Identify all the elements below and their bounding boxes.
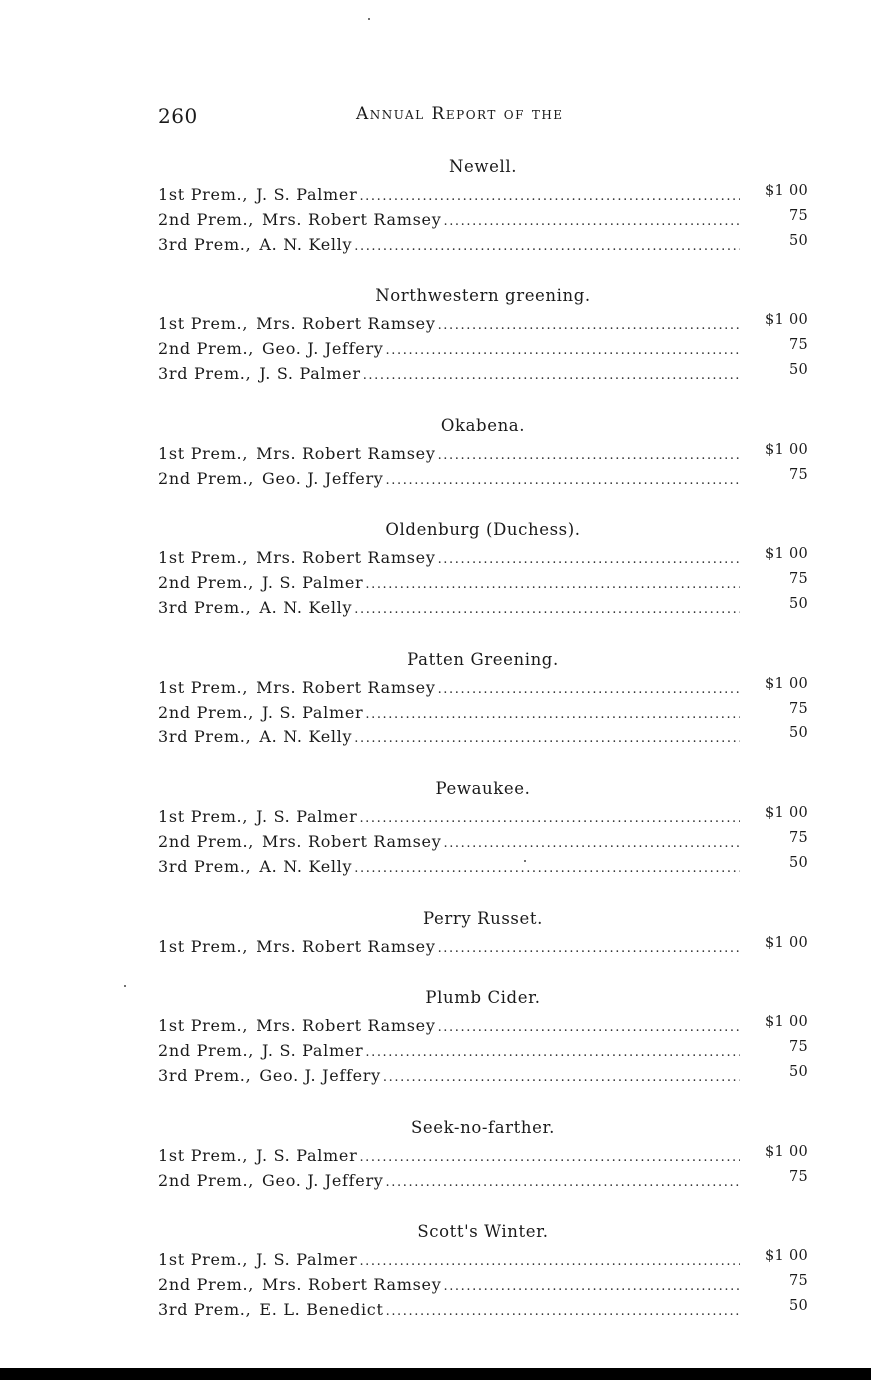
premium-rank: 1st Prem., xyxy=(158,1250,249,1270)
premium-rank: 2nd Prem., xyxy=(158,1275,255,1295)
premium-amount: 75 xyxy=(788,207,808,224)
winner-name: A. N. Kelly xyxy=(259,856,353,876)
premium-amount: 75 xyxy=(788,1039,808,1056)
dot-leader xyxy=(365,1041,740,1066)
variety-title: Plumb Cider. xyxy=(425,988,541,1008)
variety-section xyxy=(158,777,808,879)
variety-title: Perry Russet. xyxy=(423,908,543,928)
winner-name: J. S. Palmer xyxy=(256,1145,358,1165)
dot-leader xyxy=(354,598,740,623)
premium-rank: 2nd Prem., xyxy=(158,1041,255,1061)
winner-name: J. S. Palmer xyxy=(256,1250,358,1270)
premium-entry xyxy=(158,233,808,258)
premium-amount: 75 xyxy=(788,337,808,354)
premium-entry xyxy=(158,1039,808,1064)
premium-entry xyxy=(158,830,808,855)
premium-entry xyxy=(158,546,808,571)
premium-entry xyxy=(158,596,808,621)
premium-rank: 2nd Prem., xyxy=(158,1170,255,1190)
premium-rank: 2nd Prem., xyxy=(158,339,255,359)
variety-section xyxy=(158,907,808,960)
premium-entry xyxy=(158,1169,808,1194)
dot-leader xyxy=(359,1250,740,1275)
winner-name: Mrs. Robert Ramsey xyxy=(262,831,442,851)
running-head: Annual Report of the xyxy=(356,104,564,124)
premium-amount: 50 xyxy=(788,725,808,742)
premium-rank: 2nd Prem., xyxy=(158,209,255,229)
variety-title: Oldenburg (Duchess). xyxy=(385,520,581,540)
scan-speck xyxy=(368,18,370,20)
premium-amount: $1 00 xyxy=(764,1143,808,1160)
premium-rank: 3rd Prem., xyxy=(158,363,252,383)
variety-title: Northwestern greening. xyxy=(375,286,591,306)
winner-name: Mrs. Robert Ramsey xyxy=(262,1275,442,1295)
variety-title: Seek-no-farther. xyxy=(410,1117,556,1137)
winner-name: J. S. Palmer xyxy=(262,702,364,722)
premium-amount: 50 xyxy=(788,361,808,378)
premium-rank: 1st Prem., xyxy=(158,807,249,827)
winner-name: J. S. Palmer xyxy=(259,363,361,383)
scan-speck xyxy=(524,860,526,862)
winner-name: E. L. Benedict xyxy=(259,1299,384,1319)
premium-entry xyxy=(158,1144,808,1169)
dot-leader xyxy=(438,548,740,573)
dot-leader xyxy=(438,444,740,469)
dot-leader xyxy=(438,314,740,339)
premium-rank: 3rd Prem., xyxy=(158,1299,252,1319)
winner-name: Geo. J. Jeffery xyxy=(262,339,384,359)
page-number: 260 xyxy=(158,104,198,128)
variety-section xyxy=(158,1220,808,1322)
premium-amount: 50 xyxy=(788,232,808,249)
dot-leader xyxy=(386,1300,740,1325)
premium-entry xyxy=(158,467,808,492)
premium-amount: $1 00 xyxy=(764,312,808,329)
scan-edge-bar xyxy=(0,1368,871,1380)
premium-entry xyxy=(158,701,808,726)
variety-section xyxy=(158,1116,808,1194)
premium-list xyxy=(158,155,808,1350)
premium-amount: 50 xyxy=(788,1063,808,1080)
variety-title: Pewaukee. xyxy=(435,779,531,799)
dot-leader xyxy=(365,573,740,598)
premium-amount: $1 00 xyxy=(764,183,808,199)
premium-amount: 75 xyxy=(788,571,808,588)
premium-amount: $1 00 xyxy=(764,1014,808,1031)
premium-amount: 75 xyxy=(788,1168,808,1185)
page-header xyxy=(158,100,808,130)
winner-name: Geo. J. Jeffery xyxy=(259,1065,381,1085)
winner-name: Geo. J. Jeffery xyxy=(262,1170,384,1190)
variety-section xyxy=(158,648,808,750)
scan-speck xyxy=(124,985,126,987)
variety-title: Okabena. xyxy=(440,415,526,435)
premium-rank: 3rd Prem., xyxy=(158,856,252,876)
premium-entry xyxy=(158,1014,808,1039)
dot-leader xyxy=(443,1275,740,1300)
premium-rank: 1st Prem., xyxy=(158,314,249,334)
premium-rank: 3rd Prem., xyxy=(158,234,252,254)
variety-section xyxy=(158,155,808,257)
variety-section xyxy=(158,414,808,492)
premium-amount: 50 xyxy=(788,595,808,612)
dot-leader xyxy=(438,937,740,962)
premium-entry xyxy=(158,312,808,337)
dot-leader xyxy=(354,727,740,752)
winner-name: Mrs. Robert Ramsey xyxy=(262,209,442,229)
premium-entry xyxy=(158,1064,808,1089)
premium-rank: 1st Prem., xyxy=(158,1145,249,1165)
winner-name: Mrs. Robert Ramsey xyxy=(256,1016,436,1036)
premium-rank: 2nd Prem., xyxy=(158,468,255,488)
dot-leader xyxy=(386,469,740,494)
dot-leader xyxy=(359,185,740,210)
premium-amount: $1 00 xyxy=(764,675,808,692)
premium-rank: 3rd Prem., xyxy=(158,727,252,747)
premium-entry xyxy=(158,362,808,387)
dot-leader xyxy=(443,210,740,235)
premium-amount: 75 xyxy=(788,829,808,846)
dot-leader xyxy=(359,1146,740,1171)
dot-leader xyxy=(383,1066,740,1091)
winner-name: A. N. Kelly xyxy=(259,727,353,747)
dot-leader xyxy=(365,703,740,728)
premium-amount: 50 xyxy=(788,1297,808,1314)
dot-leader xyxy=(386,339,740,364)
premium-rank: 3rd Prem., xyxy=(158,1065,252,1085)
winner-name: Geo. J. Jeffery xyxy=(262,468,384,488)
winner-name: J. S. Palmer xyxy=(262,573,364,593)
premium-amount: $1 00 xyxy=(764,546,808,563)
dot-leader xyxy=(359,807,740,832)
dot-leader xyxy=(438,1016,740,1041)
premium-rank: 1st Prem., xyxy=(158,936,249,956)
premium-rank: 1st Prem., xyxy=(158,443,249,463)
premium-rank: 1st Prem., xyxy=(158,185,249,204)
dot-leader xyxy=(443,832,740,857)
dot-leader xyxy=(386,1171,740,1196)
variety-section xyxy=(158,284,808,386)
dot-leader xyxy=(363,364,740,389)
premium-entry xyxy=(158,725,808,750)
premium-entry xyxy=(158,1273,808,1298)
winner-name: Mrs. Robert Ramsey xyxy=(256,677,436,697)
premium-amount: 75 xyxy=(788,466,808,483)
premium-entry xyxy=(158,676,808,701)
premium-entry xyxy=(158,208,808,233)
winner-name: J. S. Palmer xyxy=(256,185,358,204)
winner-name: Mrs. Robert Ramsey xyxy=(256,936,436,956)
premium-amount: $1 00 xyxy=(764,441,808,458)
dot-leader xyxy=(354,857,740,882)
premium-amount: $1 00 xyxy=(764,805,808,822)
premium-amount: $1 00 xyxy=(764,1248,808,1265)
premium-entry xyxy=(158,855,808,880)
winner-name: J. S. Palmer xyxy=(262,1041,364,1061)
premium-rank: 1st Prem., xyxy=(158,677,249,697)
premium-amount: 75 xyxy=(788,700,808,717)
dot-leader xyxy=(438,678,740,703)
premium-rank: 2nd Prem., xyxy=(158,702,255,722)
winner-name: A. N. Kelly xyxy=(259,234,353,254)
premium-rank: 2nd Prem., xyxy=(158,831,255,851)
premium-entry xyxy=(158,442,808,467)
premium-rank: 3rd Prem., xyxy=(158,597,252,617)
premium-rank: 1st Prem., xyxy=(158,548,249,568)
variety-title: Patten Greening. xyxy=(407,649,559,669)
premium-entry xyxy=(158,571,808,596)
premium-entry xyxy=(158,1298,808,1323)
premium-amount: $1 00 xyxy=(764,934,808,951)
premium-entry xyxy=(158,805,808,830)
winner-name: J. S. Palmer xyxy=(256,807,358,827)
premium-amount: 75 xyxy=(788,1273,808,1290)
winner-name: Mrs. Robert Ramsey xyxy=(256,314,436,334)
variety-title: Newell. xyxy=(448,157,518,176)
variety-section xyxy=(158,986,808,1088)
premium-entry xyxy=(158,183,808,208)
dot-leader xyxy=(354,235,740,260)
premium-rank: 1st Prem., xyxy=(158,1016,249,1036)
winner-name: Mrs. Robert Ramsey xyxy=(256,443,436,463)
premium-entry xyxy=(158,1248,808,1273)
premium-entry xyxy=(158,337,808,362)
winner-name: A. N. Kelly xyxy=(259,597,353,617)
premium-rank: 2nd Prem., xyxy=(158,573,255,593)
premium-entry xyxy=(158,935,808,960)
variety-section xyxy=(158,518,808,620)
winner-name: Mrs. Robert Ramsey xyxy=(256,548,436,568)
premium-amount: 50 xyxy=(788,854,808,871)
variety-title: Scott's Winter. xyxy=(417,1222,549,1242)
